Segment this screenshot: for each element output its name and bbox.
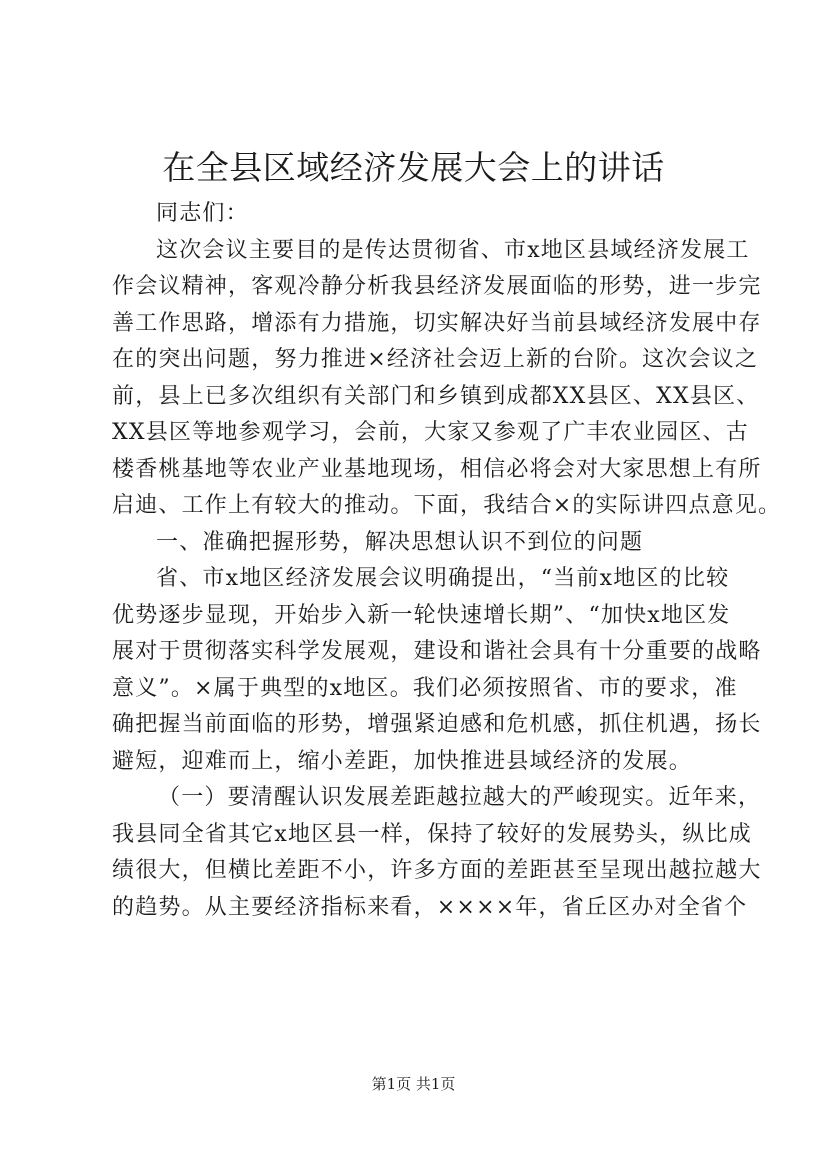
paragraph-line: 绩很大，但横比差距不小，许多方面的差距甚至呈现出越拉越大 [112, 858, 762, 883]
document-title: 在全县区域经济发展大会上的讲话 [162, 148, 665, 187]
paragraph-line: 这次会议主要目的是传达贯彻省、市x地区县域经济发展工 [156, 237, 750, 263]
paragraph-line: 展对于贯彻落实科学发展观，建设和谐社会具有十分重要的战略 [112, 639, 762, 664]
paragraph-line: XX县区等地参观学习，会前，大家又参观了广丰农业园区、古 [112, 420, 749, 445]
page-number-footer: 第1页 共1页 [371, 1075, 456, 1093]
paragraph-line: 作会议精神，客观冷静分析我县经济发展面临的形势，进一步完 [112, 274, 762, 299]
paragraph-line: 前，县上已多次组织有关部门和乡镇到成都XX县区、XX县区、 [112, 383, 760, 409]
paragraph-line: 启迪、工作上有较大的推动。下面，我结合×的实际讲四点意见。 [112, 493, 782, 518]
salutation-line: 同志们： [156, 201, 249, 226]
paragraph-line: 楼香桃基地等农业产业基地现场，相信必将会对大家思想上有所 [112, 456, 762, 482]
paragraph-line: 优势逐步显现，开始步入新一轮快速增长期”、“加快x地区发 [112, 602, 731, 628]
paragraph-line: 省、市x地区经济发展会议明确提出，“当前x地区的比较 [156, 566, 730, 591]
paragraph-line: 善工作思路，增添有力措施，切实解决好当前县域经济发展中存 [112, 310, 762, 336]
paragraph-line: 确把握当前面临的形势，增强紧迫感和危机感，抓住机遇，扬长 [112, 712, 762, 737]
paragraph-line: 的趋势。从主要经济指标来看，××××年，省丘区办对全省个 [112, 894, 748, 920]
paragraph-line: 意义”。×属于典型的x地区。我们必须按照省、市的要求，准 [112, 675, 738, 701]
subsection-line: （一）要清醒认识发展差距越拉越大的严峻现实。近年来， [158, 785, 762, 810]
paragraph-line: 在的突出问题，努力推进×经济社会迈上新的台阶。这次会议之 [112, 347, 759, 372]
paragraph-line: 我县同全省其它x地区县一样，保持了较好的发展势头，纵比成 [112, 821, 753, 847]
document-body [112, 196, 782, 926]
section-heading: 一、准确把握形势，解决思想认识不到位的问题 [156, 529, 644, 555]
paragraph-line: 避短，迎难而上，缩小差距，加快推进县域经济的发展。 [112, 748, 693, 774]
